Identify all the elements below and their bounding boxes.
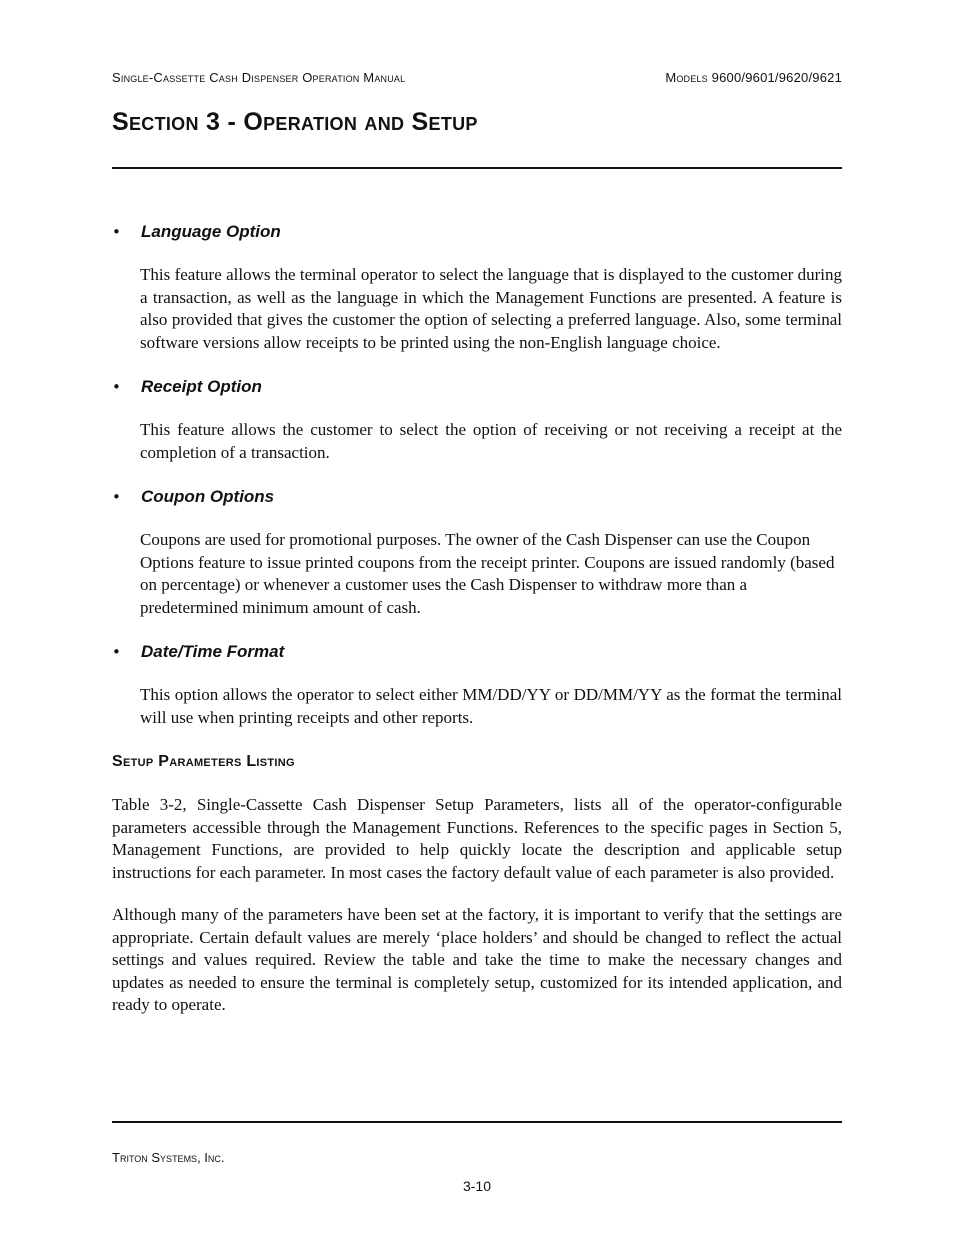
bullet-heading-coupon: • Coupon Options bbox=[112, 484, 842, 510]
running-header-models: Models 9600/9601/9620/9621 bbox=[665, 70, 842, 85]
page-number: 3-10 bbox=[462, 1178, 492, 1194]
header-divider bbox=[112, 167, 842, 169]
setup-parameters-heading: Setup Parameters Listing bbox=[112, 753, 295, 770]
bullet-icon: • bbox=[112, 488, 121, 506]
footer-company: Triton Systems, Inc. bbox=[112, 1150, 225, 1165]
running-header-title: Single-Cassette Cash Dispenser Operation Manual bbox=[112, 70, 406, 85]
bullet-icon: • bbox=[112, 378, 121, 396]
bullet-heading-datetime: • Date/Time Format bbox=[112, 639, 842, 665]
bullet-text-language: This feature allows the terminal operator to select the language that is displayed to the customer during a transaction, as well as the language in which the Management Functions are presented. A feature is also provided that gives the customer the option of selecting a preferred language. Also, some terminal software versions allow receipts to be printed using the non-English language choice. bbox=[140, 265, 842, 352]
setup-paragraph-2: Although many of the parameters have been set at the factory, it is important to verify that the settings are appropriate. Certain default values are merely ‘place holders’ and should be changed to reflect the actual settings and values required. Review the table and take the time to make the necessary changes and updates as needed to ensure the terminal is completely setup, customized for its intended application, and ready to operate. bbox=[112, 905, 842, 1014]
setup-paragraph-1: Table 3-2, Single-Cassette Cash Dispenser Setup Parameters, lists all of the operator-configurable parameters accessible through the Management Functions. References to the specific pages in Section 5, Management Functions, are provided to help quickly locate the description and applicable setup instructions for each parameter. In most cases the factory default value of each parameter is also provided. bbox=[112, 795, 842, 882]
page-body bbox=[112, 219, 842, 1017]
bullet-icon: • bbox=[112, 223, 121, 241]
footer-divider bbox=[112, 1121, 842, 1123]
bullet-heading-receipt: • Receipt Option bbox=[112, 374, 842, 400]
bullet-heading-language: • Language Option bbox=[112, 219, 842, 245]
section-title: Section 3 - Operation and Setup bbox=[112, 108, 478, 136]
bullet-text-coupon: Coupons are used for promotional purposes. The owner of the Cash Dispenser can use the Coupon Options feature to issue printed coupons from the receipt printer. Coupons are issued randomly (based on percentage) or whenever a customer uses the Cash Dispenser to withdraw more than a predetermined minimum amount of cash. bbox=[140, 530, 835, 617]
bullet-text-receipt: This feature allows the customer to select the option of receiving or not receiving a receipt at the completion of a transaction. bbox=[140, 420, 842, 462]
bullet-icon: • bbox=[112, 643, 121, 661]
bullet-text-datetime: This option allows the operator to select either MM/DD/YY or DD/MM/YY as the format the terminal will use when printing receipts and other reports. bbox=[140, 685, 842, 727]
